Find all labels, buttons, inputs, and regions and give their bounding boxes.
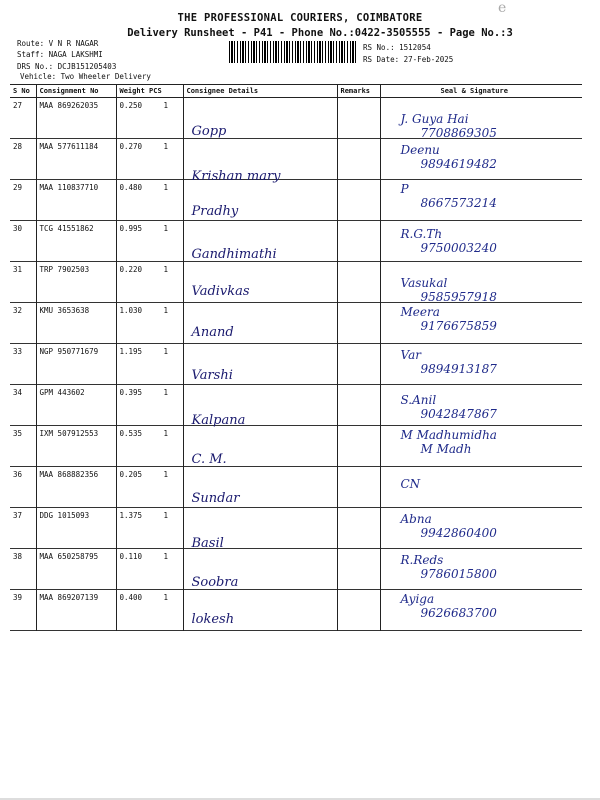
col-signature: Seal & Signature (440, 87, 508, 95)
row-consignment-no: MAA 869207139 (36, 590, 116, 631)
table-row (10, 139, 582, 180)
row-phone: M Madh (420, 442, 472, 456)
row-signature: CN (400, 477, 421, 491)
row-sno: 36 (10, 467, 36, 508)
row-signature-cell (380, 426, 582, 467)
table-row (10, 426, 582, 467)
row-pcs: 1 (163, 552, 169, 561)
row-consignee-cell (183, 549, 337, 590)
runsheet-subtitle: Delivery Runsheet - P41 - Phone No.:0422-3505555 - Page No.:3 (127, 27, 513, 39)
row-consignee-cell (183, 303, 337, 344)
row-consignee-handwriting: Sundar (191, 491, 240, 506)
row-weight: 0.480 (119, 183, 143, 192)
row-consignee-handwriting: Basil (191, 536, 224, 551)
row-consignment-no: MAA 868882356 (36, 467, 116, 508)
row-sno: 29 (10, 180, 36, 221)
row-weight-cell (116, 426, 183, 467)
row-weight: 0.395 (119, 388, 143, 397)
row-consignee-cell (183, 262, 337, 303)
row-pcs: 1 (163, 306, 169, 315)
row-weight: 0.220 (119, 265, 143, 274)
row-remarks (337, 467, 380, 508)
rs-number: RS No.: 1512054 (363, 43, 431, 52)
row-consignee-handwriting: Varshi (191, 368, 233, 383)
row-signature-cell (380, 590, 582, 631)
row-pcs: 1 (163, 429, 169, 438)
row-signature-cell (380, 385, 582, 426)
route-label: Route: V N R NAGAR (17, 39, 99, 48)
row-consignee-cell (183, 467, 337, 508)
row-signature: Deenu (400, 143, 440, 157)
row-signature-cell (380, 508, 582, 549)
row-weight-cell (116, 467, 183, 508)
row-consignee-handwriting: Kalpana (191, 413, 246, 428)
row-sno: 37 (10, 508, 36, 549)
row-phone: 9942860400 (420, 526, 497, 540)
row-consignment-no: MAA 650258795 (36, 549, 116, 590)
row-consignment-no: KMU 3653638 (36, 303, 116, 344)
row-consignment-no: MAA 869262035 (36, 98, 116, 139)
row-weight-cell (116, 262, 183, 303)
table-row (10, 385, 582, 426)
vehicle-label: Vehicle: Two Wheeler Delivery (20, 72, 151, 81)
row-consignee-cell (183, 344, 337, 385)
row-phone: 9042847867 (420, 407, 497, 421)
row-phone: 9786015800 (420, 567, 497, 581)
row-consignee-handwriting: Gandhimathi (191, 247, 277, 262)
row-signature-cell (380, 98, 582, 139)
col-consignee: Consignee Details (183, 85, 337, 98)
row-consignee-handwriting: Pradhy (191, 204, 239, 219)
table-row (10, 508, 582, 549)
row-sno: 31 (10, 262, 36, 303)
row-consignee-handwriting: C. M. (191, 452, 227, 467)
row-remarks (337, 385, 380, 426)
row-signature: Meera (400, 305, 440, 319)
row-remarks (337, 426, 380, 467)
col-sno: S No (10, 85, 36, 98)
row-weight: 1.375 (119, 511, 143, 520)
row-consignment-no: NGP 950771679 (36, 344, 116, 385)
table-row (10, 590, 582, 631)
row-weight-cell (116, 221, 183, 262)
row-consignee-handwriting: Gopp (191, 124, 227, 139)
row-weight: 0.250 (119, 101, 143, 110)
row-weight: 1.030 (119, 306, 143, 315)
row-consignee-cell (183, 385, 337, 426)
row-sno: 38 (10, 549, 36, 590)
row-signature-cell (380, 262, 582, 303)
row-phone: 9894619482 (420, 157, 497, 171)
row-weight-cell (116, 344, 183, 385)
row-consignment-no: GPM 443602 (36, 385, 116, 426)
col-consignment: Consignment No (36, 85, 116, 98)
row-consignment-no: DDG 1015093 (36, 508, 116, 549)
col-pcs: PCS (149, 87, 162, 95)
row-pcs: 1 (163, 265, 169, 274)
row-pcs: 1 (163, 101, 169, 110)
row-weight: 0.270 (119, 142, 143, 151)
row-weight: 0.400 (119, 593, 143, 602)
row-remarks (337, 180, 380, 221)
table-row (10, 344, 582, 385)
row-weight: 1.195 (119, 347, 143, 356)
row-phone: 9176675859 (420, 319, 497, 333)
table-header-row (10, 85, 582, 98)
row-phone: 9585957918 (420, 290, 497, 304)
row-signature: Var (400, 348, 421, 362)
row-weight-cell (116, 139, 183, 180)
row-phone: 9894913187 (420, 362, 497, 376)
col-remarks: Remarks (337, 85, 380, 98)
row-pcs: 1 (163, 142, 169, 151)
row-signature-cell (380, 221, 582, 262)
table-row (10, 467, 582, 508)
row-signature: Ayiga (400, 592, 435, 606)
row-signature-cell (380, 139, 582, 180)
row-signature: Vasukal (400, 276, 448, 290)
row-signature: R.G.Th (400, 227, 443, 241)
row-consignee-cell (183, 590, 337, 631)
row-phone: 7708869305 (420, 126, 497, 140)
row-consignee-cell (183, 180, 337, 221)
row-signature: J. Guya Hai (400, 112, 469, 126)
table-row (10, 303, 582, 344)
table-row (10, 180, 582, 221)
row-sno: 28 (10, 139, 36, 180)
row-remarks (337, 98, 380, 139)
col-weight: Weight (119, 87, 145, 95)
row-phone: 9626683700 (420, 606, 497, 620)
row-signature-cell (380, 467, 582, 508)
row-consignment-no: MAA 577611184 (36, 139, 116, 180)
row-pcs: 1 (163, 511, 169, 520)
row-pcs: 1 (163, 470, 169, 479)
row-signature-cell (380, 549, 582, 590)
row-weight-cell (116, 180, 183, 221)
row-signature-cell (380, 180, 582, 221)
row-signature: S.Anil (400, 393, 437, 407)
row-remarks (337, 508, 380, 549)
row-consignment-no: IXM 507912553 (36, 426, 116, 467)
row-sno: 34 (10, 385, 36, 426)
table-row (10, 262, 582, 303)
staff-label: Staff: NAGA LAKSHMI (17, 50, 103, 59)
row-consignee-handwriting: Soobra (191, 575, 239, 590)
row-remarks (337, 590, 380, 631)
row-remarks (337, 344, 380, 385)
row-sno: 27 (10, 98, 36, 139)
table-row (10, 549, 582, 590)
row-consignee-handwriting: Krishan mary (191, 169, 281, 184)
row-consignee-handwriting: lokesh (191, 612, 235, 627)
row-sno: 30 (10, 221, 36, 262)
company-title: THE PROFESSIONAL COURIERS, COIMBATORE (177, 12, 423, 24)
row-consignee-cell (183, 426, 337, 467)
row-sno: 33 (10, 344, 36, 385)
row-signature-cell (380, 344, 582, 385)
row-pcs: 1 (163, 224, 169, 233)
row-consignment-no: TCG 41551862 (36, 221, 116, 262)
row-pcs: 1 (163, 183, 169, 192)
row-phone: 9750003240 (420, 241, 497, 255)
row-remarks (337, 221, 380, 262)
drs-number: DRS No.: DCJB151205403 (17, 62, 117, 71)
table-row (10, 98, 582, 139)
row-pcs: 1 (163, 593, 169, 602)
row-sno: 35 (10, 426, 36, 467)
row-consignee-handwriting: Anand (191, 325, 234, 340)
row-consignee-cell (183, 508, 337, 549)
col-weight-pcs (116, 85, 183, 98)
row-sno: 32 (10, 303, 36, 344)
row-signature: P (400, 182, 409, 196)
row-weight-cell (116, 508, 183, 549)
table-row (10, 221, 582, 262)
barcode (229, 41, 356, 63)
row-pcs: 1 (163, 347, 169, 356)
row-consignee-handwriting: Vadivkas (191, 284, 250, 299)
row-consignee-cell (183, 139, 337, 184)
row-signature-cell (380, 303, 582, 344)
row-consignment-no: MAA 110837710 (36, 180, 116, 221)
row-weight: 0.535 (119, 429, 143, 438)
row-weight: 0.995 (119, 224, 143, 233)
row-consignment-no: TRP 7902503 (36, 262, 116, 303)
row-weight-cell (116, 303, 183, 344)
row-remarks (337, 262, 380, 303)
corner-scribble: e (498, 0, 507, 16)
row-remarks (337, 549, 380, 590)
row-weight-cell (116, 590, 183, 631)
row-signature: Abna (400, 512, 432, 526)
row-consignee-cell (183, 221, 337, 262)
row-weight: 0.110 (119, 552, 143, 561)
row-weight-cell (116, 385, 183, 426)
row-weight-cell (116, 549, 183, 590)
row-weight: 0.205 (119, 470, 143, 479)
row-phone: 8667573214 (420, 196, 497, 210)
row-consignee-cell (183, 98, 337, 139)
runsheet-table (10, 84, 582, 631)
row-sno: 39 (10, 590, 36, 631)
row-remarks (337, 139, 380, 180)
row-weight-cell (116, 98, 183, 139)
rs-date: RS Date: 27-Feb-2025 (363, 55, 454, 64)
row-pcs: 1 (163, 388, 169, 397)
row-signature: M Madhumidha (400, 428, 497, 442)
row-signature: R.Reds (400, 553, 444, 567)
row-remarks (337, 303, 380, 344)
